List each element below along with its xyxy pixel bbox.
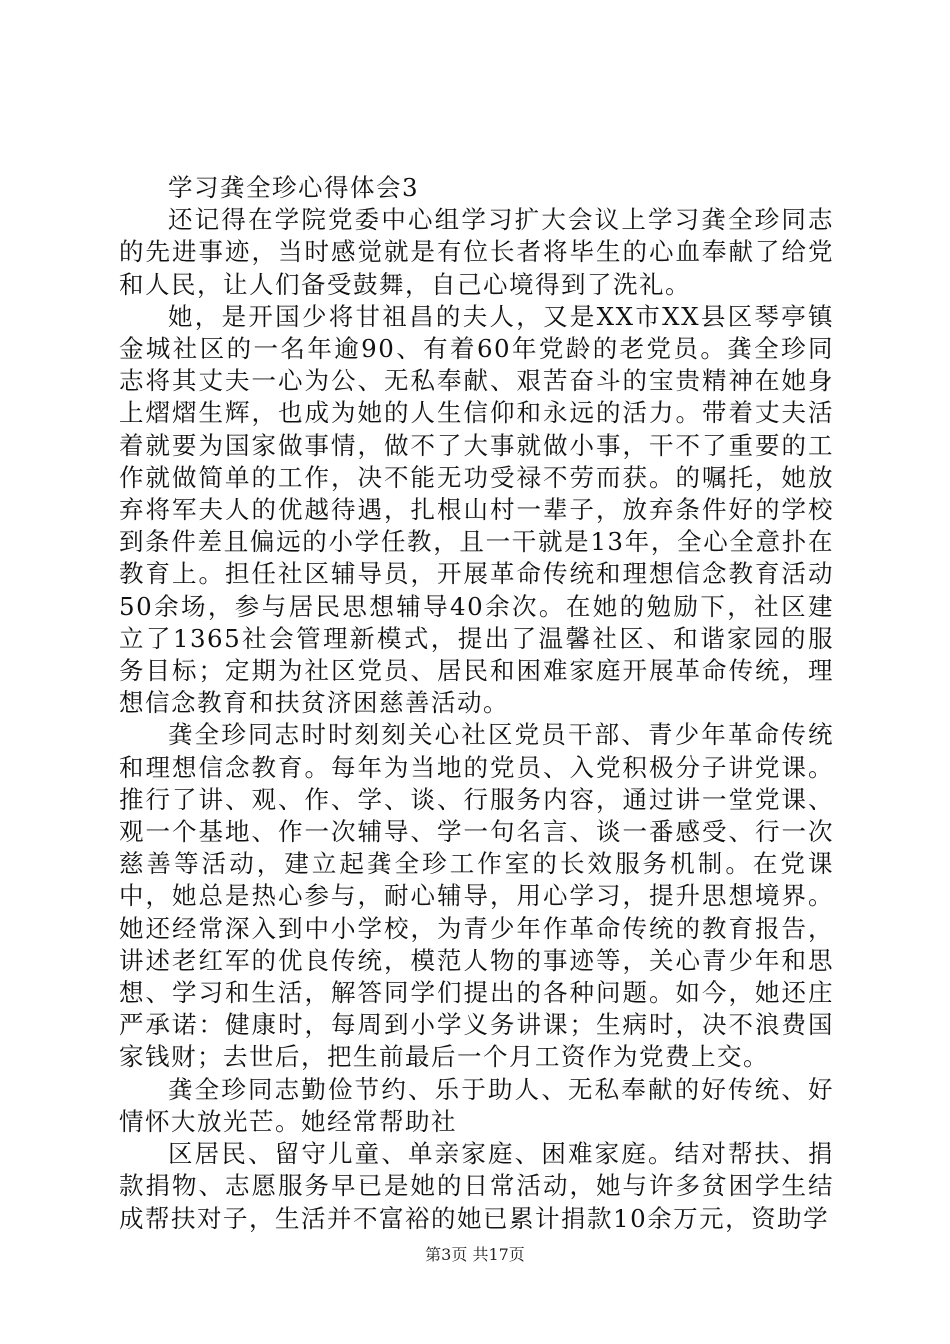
paragraph-1: 还记得在学院党委中心组学习扩大会议上学习龚全珍同志的先进事迹，当时感觉就是有位长者将毕生的心血奉献了给党和人民，让人们备受鼓舞，自己心境得到了洗礼。 [119, 205, 834, 299]
page-footer: 第3页 共17页 [425, 1245, 525, 1264]
paragraph-2: 她，是开国少将甘祖昌的夫人，又是XX市XX县区琴亭镇金城社区的一名年逾90、有着60年党龄的老党员。龚全珍同志将其丈夫一心为公、无私奉献、艰苦奋斗的宝贵精神在她身上熠熠生辉，也成为她的人生信仰和永远的活力。带着丈夫活着就要为国家做事情，做不了大事就做小事，干不了重要的工作就做简单的工作，决不能无功受禄不劳而获。的嘱托，她放弃将军夫人的优越待遇，扎根山村一辈子，放弃条件好的学校到条件差且偏远的小学任教，且一干就是13年，全心全意扑在教育上。担任社区辅导员，开展革命传统和理想信念教育活动50余场，参与居民思想辅导40余次。在她的勉励下，社区建立了1365社会管理新模式，提出了温馨社区、和谐家园的服务目标；定期为社区党员、居民和困难家庭开展革命传统，理想信念教育和扶贫济困慈善活动。 [119, 301, 834, 718]
paragraph-4: 龚全珍同志勤俭节约、乐于助人、无私奉献的好传统、好情怀大放光芒。她经常帮助社 [119, 1074, 834, 1136]
paragraph-3: 龚全珍同志时时刻刻关心社区党员干部、青少年革命传统和理想信念教育。每年为当地的党员、入党积极分子讲党课。推行了讲、观、作、学、谈、行服务内容，通过讲一堂党课、观一个基地、作一次辅导、学一句名言、谈一番感受、行一次慈善等活动，建立起龚全珍工作室的长效服务机制。在党课中，她总是热心参与，耐心辅导，用心学习，提升思想境界。她还经常深入到中小学校，为青少年作革命传统的教育报告，讲述老红军的优良传统，模范人物的事迹等，关心青少年和思想、学习和生活，解答同学们提出的各种问题。如今，她还庄严承诺：健康时，每周到小学义务讲课；生病时，决不浪费国家钱财；去世后，把生前最后一个月工资作为党费上交。 [119, 720, 834, 1072]
document-title: 学习龚全珍心得体会3 [168, 173, 420, 202]
paragraph-5: 区居民、留守儿童、单亲家庭、困难家庭。结对帮扶、捐款捐物、志愿服务早已是她的日常活动，她与许多贫困学生结成帮扶对子，生活并不富裕的她已累计捐款10余万元，资助学 [119, 1139, 834, 1233]
document-body [119, 172, 834, 1235]
